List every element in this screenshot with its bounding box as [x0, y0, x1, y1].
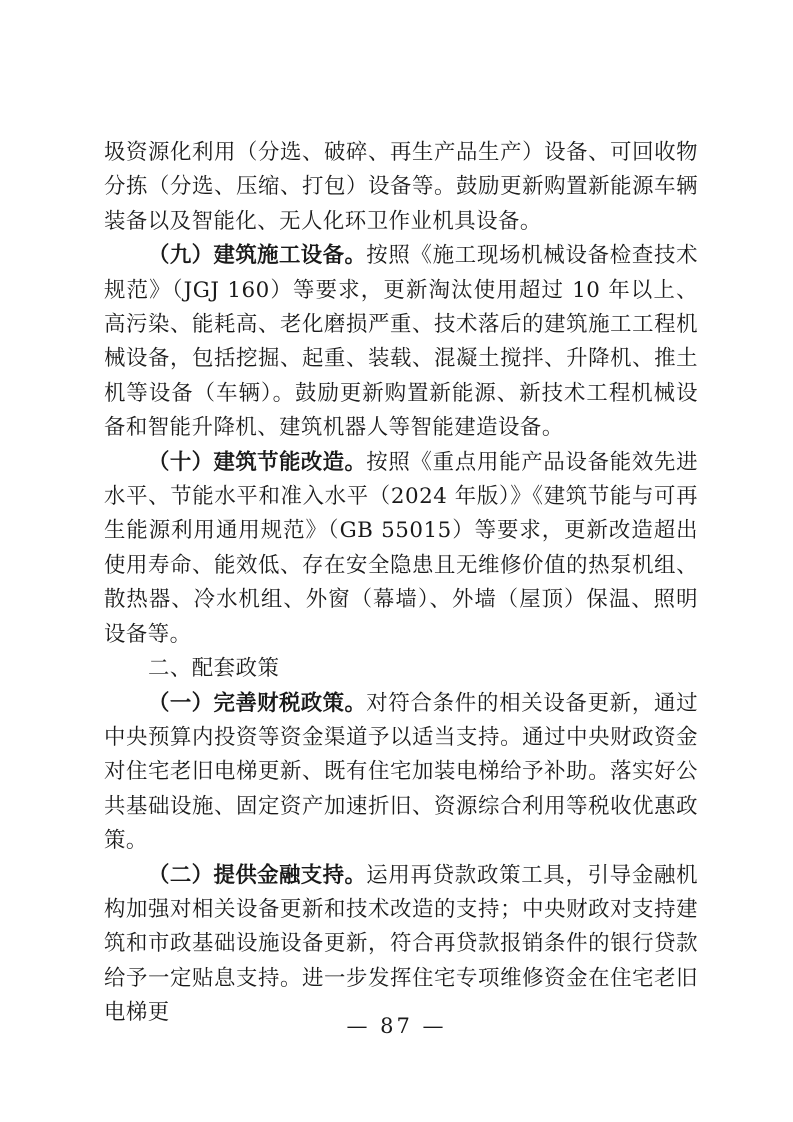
section-title: 二、配套政策 — [148, 656, 280, 682]
paragraph-heading: （一）完善财税政策。 — [148, 690, 367, 716]
paragraph-construction-equipment — [104, 239, 698, 445]
paragraph-fiscal-policy — [104, 687, 698, 859]
paragraph-text: 圾资源化利用（分选、破碎、再生产品生产）设备、可回收物分拣（分选、压缩、打包）设备等。鼓励更新购置新能源车辆装备以及智能化、无人化环卫作业机具设备。 — [104, 140, 698, 234]
paragraph-heading: （九）建筑施工设备。 — [148, 243, 367, 269]
document-body — [104, 136, 698, 1031]
paragraph-text: 运用再贷款政策工具，引导金融机构加强对相关设备更新和技术改造的支持；中央财政对支持建筑和市政基础设施设备更新，符合再贷款报销条件的银行贷款给予一定贴息支持。进一步发挥住宅专项维修资金在住宅老旧电梯更 — [104, 862, 698, 1026]
paragraph-heading: （十）建筑节能改造。 — [148, 449, 367, 475]
paragraph-heading: （二）提供金融支持。 — [148, 862, 367, 888]
paragraph-financial-support — [104, 859, 698, 1031]
paragraph-text: 按照《重点用能产品设备能效先进水平、节能水平和准入水平（2024 年版）》《建筑节能与可再生能源利用通用规范》（GB 55015）等要求，更新改造超出使用寿命、能效低、存在安全隐患且无维修价值的热泵机组、散热器、冷水机组、外窗（幕墙）、外墙（屋顶）保温、照明设备等。 — [104, 449, 698, 647]
paragraph-continued — [104, 136, 698, 239]
paragraph-building-energy — [104, 446, 698, 652]
paragraph-text: 对符合条件的相关设备更新，通过中央预算内投资等资金渠道予以适当支持。通过中央财政资金对住宅老旧电梯更新、既有住宅加装电梯给予补助。落实好公共基础设施、固定资产加速折旧、资源综合利用等税收优惠政策。 — [104, 690, 698, 854]
paragraph-text: 按照《施工现场机械设备检查技术规范》（JGJ 160）等要求，更新淘汰使用超过 10 年以上、高污染、能耗高、老化磨损严重、技术落后的建筑施工工程机械设备，包括挖掘、起重、装载、混凝土搅拌、升降机、推土机等设备（车辆）。鼓励更新购置新能源、新技术工程机械设备和智能升降机、建筑机器人等智能建造设备。 — [104, 243, 698, 441]
page-number: — 87 — — [346, 1014, 447, 1038]
